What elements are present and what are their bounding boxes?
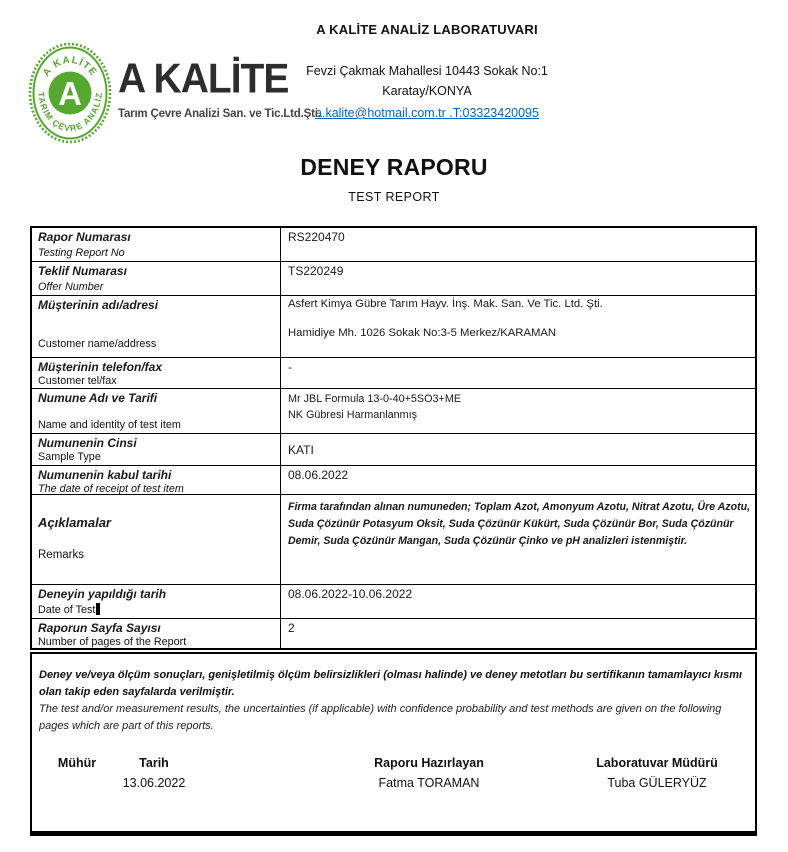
stamp-label: Mühür [57,756,97,770]
disclaimer-signature-box [30,652,757,836]
row-receipt-date [32,465,755,494]
value-report-number: RS220470 [280,228,755,261]
label-tr: Müşterinin adı/adresi [38,298,159,312]
label-tr: Müşterinin telefon/fax [38,360,163,374]
address-line-1: Fevzi Çakmak Mahallesi 10443 Sokak No:1 [306,64,548,78]
label-tr: Raporun Sayfa Sayısı [38,621,161,635]
logo-wordmark: A KALİTE [118,56,289,103]
logo-tagline: Tarım Çevre Analizi San. ve Tic.Ltd.Şti. [118,108,321,120]
seal-bottom-text: TARIM ÇEVRE ANALİZ [35,91,105,134]
label-tr: Açıklamalar [38,515,111,530]
sample-name-line1: Mr JBL Formula 13-0-40+5SO3+ME [288,393,462,405]
label-en: Customer name/address [38,338,157,350]
label-en: Date of Test [38,604,96,616]
value-receipt-date: 08.06.2022 [280,466,755,497]
seal-logo-icon [28,42,112,144]
disclaimer-english: The test and/or measurement results, the uncertainties (if applicable) with confidence probability and test methods are given on the following pages which are part of this reports. [39,703,722,732]
seal-center-letter: A [58,75,82,112]
value-test-date: 08.06.2022-10.06.2022 [280,585,755,618]
label-en: Name and identity of test item [38,419,181,431]
row-test-date [32,584,755,618]
seal-top-text: A KALİTE [40,54,100,79]
label-tr: Deneyin yapıldığı tarih [38,587,167,601]
customer-name: Asfert Kimya Gübre Tarım Hayv. İnş. Mak. San. Ve Tic. Ltd. Şti. [288,298,603,310]
label-en: Offer Number [38,281,104,293]
label-en: Customer tel/fax [38,375,117,387]
lab-manager-label: Laboratuvar Müdürü [596,756,718,770]
logo-wordmark-block [118,56,321,120]
signature-row [39,756,747,816]
label-tr: Numune Adı ve Tarifi [38,391,158,405]
text-cursor [96,603,100,615]
prepared-by-label: Raporu Hazırlayan [374,756,484,770]
address-line-2: Karatay/KONYA [382,84,472,98]
lab-manager-value: Tuba GÜLERYÜZ [607,776,707,790]
row-report-number [32,228,755,261]
value-sample-type: KATI [280,434,755,465]
label-en: Testing Report No [38,247,125,259]
date-column [94,756,214,790]
report-title-block [0,154,788,204]
prepared-by-value: Fatma TORAMAN [378,776,480,790]
value-tel-fax: - [280,358,755,389]
row-customer-name-address [32,295,755,357]
value-offer-number: TS220249 [280,262,755,295]
value-remarks: Firma tarafından alınan numuneden; Toplam Azot, Amonyum Azotu, Nitrat Azotu, Üre Azotu, Suda Çözünür Potasyum Oksit, Suda Çözünür Kükürt, Suda Çözünür Bor, Suda Çözünür Demir, Suda Çözünür Mangan, Suda Çözünür Çinko ve pH analizleri istenmiştir. [280,495,755,584]
label-en: Remarks [38,549,85,561]
customer-address: Hamidiye Mh. 1026 Sokak No:3-5 Merkez/KARAMAN [288,327,557,339]
report-subtitle: TEST REPORT [348,190,440,204]
row-sample-name [32,388,755,433]
value-page-count: 2 [280,619,755,650]
prepared-by-column [339,756,519,790]
report-info-table [30,226,757,650]
label-tr: Rapor Numarası [38,230,131,244]
email-phone-link[interactable]: a.kalite@hotmail.com.tr .T:03323420095 [315,106,539,120]
lab-manager-column [557,756,757,790]
date-value: 13.06.2022 [122,776,186,790]
row-remarks [32,494,755,584]
report-title: DENEY RAPORU [300,154,488,180]
row-customer-tel-fax [32,357,755,388]
label-en: Number of pages of the Report [38,636,187,648]
sample-name-line2: NK Gübresi Harmanlanmış [288,409,418,421]
label-tr: Numunenin kabul tarihi [38,468,172,482]
date-label: Tarih [139,756,169,770]
company-logo [28,42,321,144]
label-tr: Teklif Numarası [38,264,127,278]
row-page-count [32,618,755,648]
row-offer-number [32,261,755,295]
label-en: Sample Type [38,451,101,463]
label-tr: Numunenin Cinsi [38,436,137,450]
row-sample-type [32,433,755,465]
disclaimer-turkish: Deney ve/veya ölçüm sonuçları, genişletilmiş ölçüm belirsizlikleri (olması halinde) ve deney metotları bu sertifikanın tamamlayıcı kısmı olan takip eden sayfalarda verilmiştir. [39,669,743,698]
label-en: The date of receipt of test item [38,483,184,495]
org-name: A KALİTE ANALİZ LABORATUVARI [316,22,538,37]
